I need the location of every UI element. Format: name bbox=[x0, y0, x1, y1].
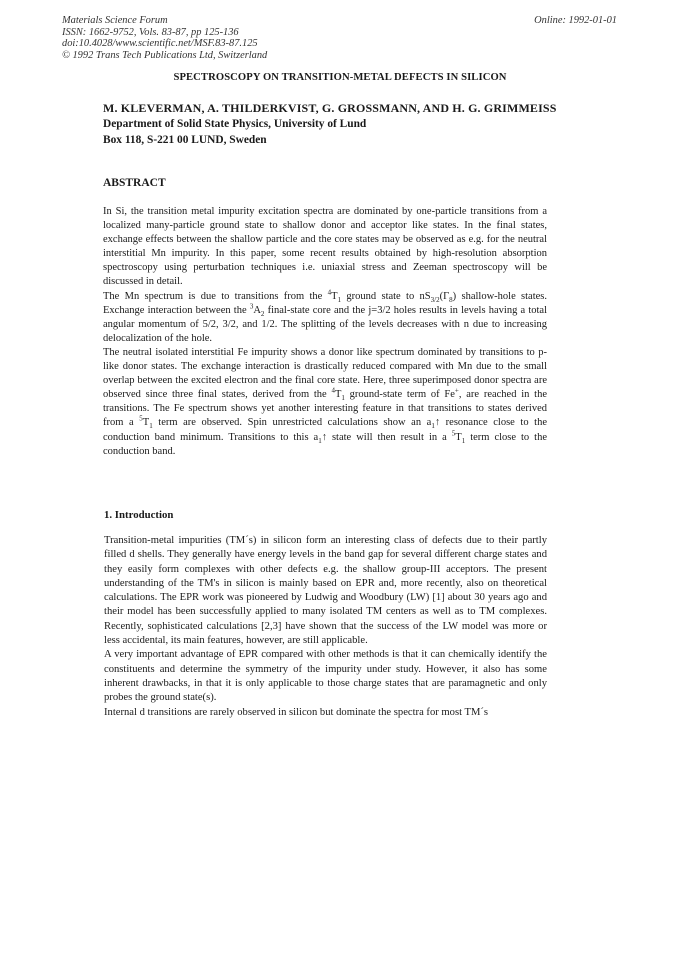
page-header bbox=[62, 15, 617, 61]
abstract-paragraph-3: The neutral isolated interstitial Fe impurity shows a donor like spectrum dominated by transitions to p-like donor states. The exchange interaction is drastically reduced compared with Mn due to the small overlap between the excited electron and the final core state. Here, three superimposed donor spectra are observed since three final states, derived from the $^4T_1$ ground-state term of Fe+, are reached in the transitions. The Fe spectrum shows yet another interesting feature in that transitions to states derived from a $^5T_1$ term are observed. Spin unrestricted calculations show an $a_1↑$ resonance close to the conduction band minimum. Transitions to this $a_1↑$ state will then result in a $^5T_1$ term close to the conduction band. bbox=[103, 346, 548, 457]
abstract-body bbox=[103, 205, 547, 459]
doi-line: doi:10.4028/www.scientific.net/MSF.83-87.125 bbox=[62, 38, 258, 50]
introduction-paragraph-3: Internal d transitions are rarely observed in silicon but dominate the spectra for most TM´s bbox=[104, 706, 489, 718]
introduction-heading: 1. Introduction bbox=[104, 509, 174, 521]
online-date: Online: 1992-01-01 bbox=[534, 15, 617, 26]
author-department: Department of Solid State Physics, University of Lund bbox=[103, 118, 367, 130]
copyright-line: © 1992 Trans Tech Publications Ltd, Switzerland bbox=[62, 49, 268, 61]
abstract-heading: ABSTRACT bbox=[103, 177, 166, 189]
introduction-body bbox=[104, 534, 547, 720]
author-address: Box 118, S-221 00 LUND, Sweden bbox=[103, 134, 267, 146]
author-block bbox=[103, 100, 573, 148]
paper-title: SPECTROSCOPY ON TRANSITION-METAL DEFECTS IN SILICON bbox=[173, 72, 507, 83]
issn-line: ISSN: 1662-9752, Vols. 83-87, pp 125-136 bbox=[62, 26, 239, 38]
author-names: M. KLEVERMAN, A. THILDERKVIST, G. GROSSMANN, AND H. G. GRIMMEISS bbox=[103, 101, 557, 115]
introduction-paragraph-2: A very important advantage of EPR compared with other methods is that it can chemically identify the constituents and determine the symmetry of the impurity under study. However, it also has some inherent drawbacks, in that it is only applicable to those charge states that are paramagnetic and only probes the ground state(s). bbox=[104, 649, 547, 704]
journal-name: Materials Science Forum bbox=[62, 15, 168, 26]
abstract-paragraph-2: The Mn spectrum is due to transitions from the $^4T_1$ ground state to $nS_{3/2}(\Gamma_8)$ shallow-hole states. Exchange interaction between the $^3A_2$ final-state core and the j=3/2 holes results in levels having a total angular momentum of 5/2, 3/2, and 1/2. The splitting of the levels decreases with n due to increasing delocalization of the hole. bbox=[103, 288, 548, 344]
abstract-paragraph-1: In Si, the transition metal impurity excitation spectra are dominated by one-particle transitions from a localized many-particle ground state to shallow donor and acceptor like states. In the final states, exchange effects between the shallow particle and the core states may be observed as e.g. for the neutral interstitial Mn impurity. In this paper, some recent results obtained by high-resolution absorption spectroscopy using perturbation techniques i.e. uniaxial stress and Zeeman spectroscopy will be discussed in detail. bbox=[103, 206, 547, 288]
introduction-paragraph-1: Transition-metal impurities (TM´s) in silicon form an interesting class of defects due to their partly filled d shells. They generally have energy levels in the band gap for several different charge states and they easily form complexes with other defects e.g. the shallow group-III acceptors. The present understanding of the TM's in silicon is mainly based on EPR and, more recently, also on theoretical calculations. The EPR work was pioneered by Ludwig and Woodbury (LW) [1] about 30 years ago and their model has been successfully applied to many isolated TM centers as well as to TM complexes. Recently, sophisticated calculations [2,3] have shown that the success of the LW model was more or less accidental, its main features, however, are still applicable. bbox=[104, 535, 547, 647]
